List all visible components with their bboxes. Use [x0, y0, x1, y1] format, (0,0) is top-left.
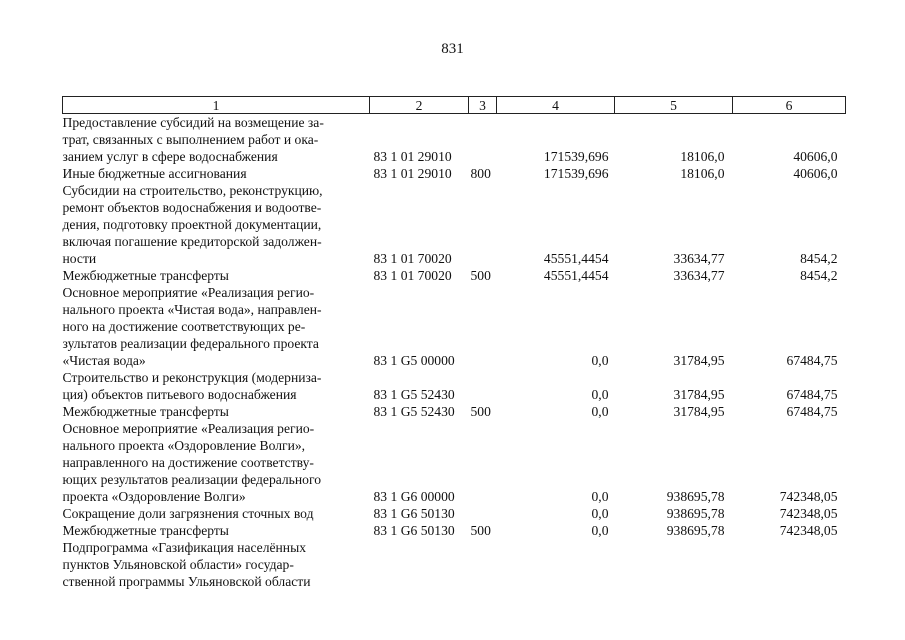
- header-col-4: 4: [497, 97, 615, 114]
- row-value-col6: 742348,05: [779, 489, 838, 504]
- row-expense-type: 500: [470, 404, 491, 419]
- description-line: Межбюджетные трансферты: [62, 523, 229, 538]
- description-line: Межбюджетные трансферты: [62, 404, 229, 419]
- description-line: Иные бюджетные ассигнования: [62, 166, 247, 181]
- table-row: [63, 539, 846, 590]
- row-expense-type: 800: [470, 166, 491, 181]
- row-description: [63, 539, 370, 590]
- row-value-col6: 67484,75: [786, 387, 838, 402]
- row-expense-type: [469, 505, 497, 522]
- row-value-col4: 171539,696: [543, 166, 609, 181]
- description-line: «Чистая вода»: [62, 353, 146, 368]
- row-value-col4: 171539,696: [543, 149, 609, 164]
- description-line: Строительство и реконструкция (модерниза-: [62, 370, 322, 385]
- row-code: 83 1 01 70020: [373, 268, 452, 283]
- row-value-col6: 67484,75: [786, 353, 838, 368]
- row-expense-type: [469, 182, 497, 267]
- row-value-col5: 31784,95: [673, 404, 725, 419]
- header-col-5: 5: [615, 97, 733, 114]
- description-line: нального проекта «Оздоровление Волги»,: [62, 438, 306, 453]
- row-description: [63, 165, 370, 182]
- row-value-col5: 938695,78: [666, 523, 725, 538]
- description-line: Предоставление субсидий на возмещение за-: [62, 115, 324, 130]
- row-value-col5: 938695,78: [666, 506, 725, 521]
- row-code: 83 1 G5 52430: [373, 387, 455, 402]
- row-code: 83 1 G6 00000: [373, 489, 455, 504]
- row-value-col5: 33634,77: [673, 251, 725, 266]
- row-code: 83 1 01 29010: [373, 166, 452, 181]
- table-row: [63, 522, 846, 539]
- row-value-col5: 938695,78: [666, 489, 725, 504]
- row-expense-type: [469, 369, 497, 403]
- description-line: Субсидии на строительство, реконструкцию,: [62, 183, 323, 198]
- header-col-3: 3: [469, 97, 497, 114]
- row-code: 83 1 G6 50130: [373, 506, 455, 521]
- description-line: Основное мероприятие «Реализация регио-: [62, 421, 315, 436]
- header-col-1: 1: [63, 97, 370, 114]
- budget-table: [62, 96, 846, 590]
- row-value-col5: 18106,0: [680, 149, 725, 164]
- row-description: [63, 114, 370, 166]
- row-value-col6: [733, 539, 846, 590]
- row-value-col5: 31784,95: [673, 353, 725, 368]
- table-body: [63, 114, 846, 591]
- header-col-2: 2: [370, 97, 469, 114]
- row-description: [63, 284, 370, 369]
- row-value-col4: 0,0: [591, 489, 609, 504]
- description-line: направленного на достижение соответству-: [62, 455, 314, 470]
- row-value-col6: 40606,0: [793, 149, 838, 164]
- row-description: [63, 267, 370, 284]
- row-expense-type: [469, 114, 497, 166]
- description-line: Сокращение доли загрязнения сточных вод: [62, 506, 314, 521]
- row-code: [370, 539, 469, 590]
- description-line: дения, подготовку проектной документации,: [62, 217, 322, 232]
- description-line: пунктов Ульяновской области» государ-: [62, 557, 294, 572]
- row-value-col4: [497, 539, 615, 590]
- description-line: зультатов реализации федерального проекта: [62, 336, 319, 351]
- row-value-col6: 8454,2: [800, 268, 838, 283]
- description-line: Межбюджетные трансферты: [62, 268, 229, 283]
- row-value-col4: 0,0: [591, 506, 609, 521]
- row-value-col4: 0,0: [591, 387, 609, 402]
- row-value-col4: 45551,4454: [543, 268, 609, 283]
- row-value-col5: 33634,77: [673, 268, 725, 283]
- table-row: [63, 182, 846, 267]
- row-value-col4: 0,0: [591, 404, 609, 419]
- description-line: занием услуг в сфере водоснабжения: [62, 149, 278, 164]
- description-line: ция) объектов питьевого водоснабжения: [62, 387, 297, 402]
- row-description: [63, 420, 370, 505]
- row-value-col4: 0,0: [591, 353, 609, 368]
- description-line: включая погашение кредиторской задолжен-: [62, 234, 322, 249]
- row-value-col5: 18106,0: [680, 166, 725, 181]
- row-value-col6: 67484,75: [786, 404, 838, 419]
- description-line: нального проекта «Чистая вода», направлен-: [62, 302, 322, 317]
- description-line: Подпрограмма «Газификация населённых: [62, 540, 307, 555]
- description-line: ного на достижение соответствующих ре-: [62, 319, 306, 334]
- page-number: 831: [441, 41, 464, 57]
- row-value-col5: [615, 539, 733, 590]
- row-value-col6: 8454,2: [800, 251, 838, 266]
- header-row: [63, 97, 846, 114]
- row-expense-type: 500: [470, 523, 491, 538]
- table-row: [63, 369, 846, 403]
- row-value-col6: 742348,05: [779, 523, 838, 538]
- row-description: [63, 403, 370, 420]
- row-description: [63, 182, 370, 267]
- header-col-6: 6: [733, 97, 846, 114]
- table-row: [63, 505, 846, 522]
- row-value-col6: 742348,05: [779, 506, 838, 521]
- description-line: проекта «Оздоровление Волги»: [62, 489, 246, 504]
- row-code: 83 1 01 70020: [373, 251, 452, 266]
- table-row: [63, 403, 846, 420]
- row-code: 83 1 G5 52430: [373, 404, 455, 419]
- row-description: [63, 505, 370, 522]
- table-row: [63, 165, 846, 182]
- row-value-col4: 45551,4454: [543, 251, 609, 266]
- row-description: [63, 369, 370, 403]
- description-line: ности: [62, 251, 97, 266]
- row-code: 83 1 G5 00000: [373, 353, 455, 368]
- table-row: [63, 284, 846, 369]
- table-header: [63, 97, 846, 114]
- table-row: [63, 114, 846, 166]
- row-expense-type: [469, 284, 497, 369]
- row-value-col5: 31784,95: [673, 387, 725, 402]
- row-code: 83 1 G6 50130: [373, 523, 455, 538]
- description-line: ремонт объектов водоснабжения и водоотве-: [62, 200, 322, 215]
- table-row: [63, 420, 846, 505]
- description-line: ющих результатов реализации федерального: [62, 472, 321, 487]
- row-expense-type: 500: [470, 268, 491, 283]
- row-description: [63, 522, 370, 539]
- row-value-col4: 0,0: [591, 523, 609, 538]
- description-line: ственной программы Ульяновской области: [62, 574, 311, 589]
- row-value-col6: 40606,0: [793, 166, 838, 181]
- row-expense-type: [469, 420, 497, 505]
- row-code: 83 1 01 29010: [373, 149, 452, 164]
- description-line: Основное мероприятие «Реализация регио-: [62, 285, 315, 300]
- description-line: трат, связанных с выполнением работ и ока-: [62, 132, 319, 147]
- row-expense-type: [469, 539, 497, 590]
- table-row: [63, 267, 846, 284]
